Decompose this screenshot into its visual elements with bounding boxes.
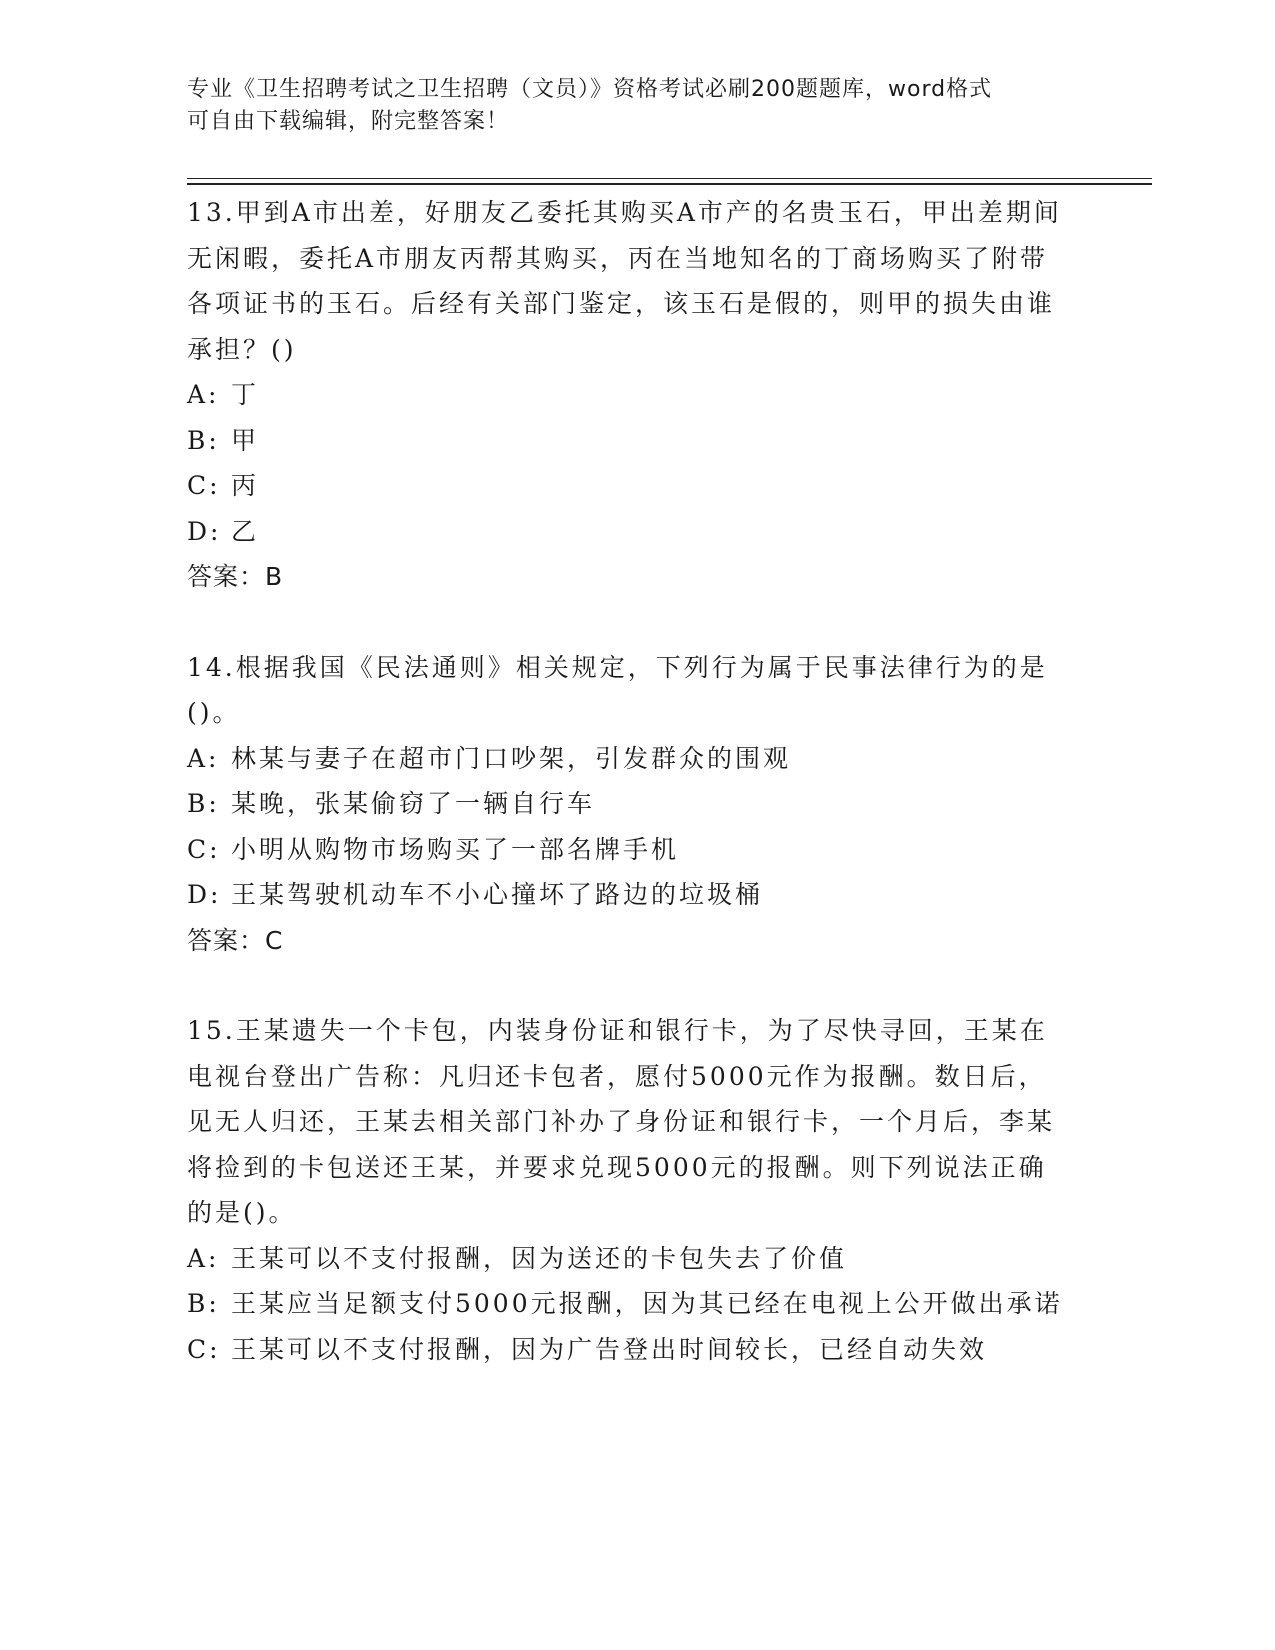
option-d: [187, 872, 1067, 918]
answer-label: 答案：C: [187, 925, 284, 955]
document-header: [187, 74, 1067, 138]
option-key: A:: [187, 1243, 220, 1273]
question-15: [187, 1008, 1067, 1372]
option-text: 丙: [231, 471, 260, 500]
option-a: [187, 736, 1067, 782]
option-key: A:: [187, 743, 220, 773]
answer-label: 答案：B: [187, 562, 284, 591]
question-14: [187, 645, 1067, 964]
option-key: D:: [187, 516, 222, 546]
option-key: C:: [187, 1334, 221, 1364]
option-c: [187, 463, 1067, 509]
option-text: 甲: [231, 425, 260, 455]
header-line-2: 可自由下载编辑，附完整答案！: [187, 109, 510, 134]
option-text: 林某与妻子在超市门口吵架，引发群众的围观: [231, 743, 792, 773]
question-spacer: [187, 963, 1067, 1008]
option-b: [187, 781, 1067, 827]
option-key: A:: [187, 380, 220, 409]
option-text: 王某可以不支付报酬，因为广告登出时间较长，已经自动失效: [231, 1334, 988, 1364]
option-b: [187, 418, 1067, 464]
question-list: [187, 190, 1067, 1372]
option-text: 丁: [231, 380, 260, 409]
option-a: [187, 1236, 1067, 1282]
question-text: 13.甲到A市出差，好朋友乙委托其购买A市产的名贵玉石，甲出差期间无闲暇，委托A市朋友丙帮其购买，丙在当地知名的丁商场购买了附带各项证书的玉石。后经有关部门鉴定，该玉石是假的，则甲的损失由谁承担？(): [187, 198, 1062, 364]
option-c: [187, 1327, 1067, 1373]
option-key: D:: [187, 880, 222, 909]
question-text: 14.根据我国《民法通则》相关规定，下列行为属于民事法律行为的是()。: [187, 652, 1048, 727]
option-b: [187, 1281, 1067, 1327]
option-key: B:: [187, 1289, 220, 1318]
header-divider-thin: [187, 178, 1152, 179]
option-d: [187, 509, 1067, 555]
question-13: [187, 190, 1067, 600]
option-text: 乙: [231, 516, 260, 546]
option-c: [187, 827, 1067, 873]
option-text: 小明从购物市场购买了一部名牌手机: [231, 834, 680, 864]
option-a: [187, 372, 1067, 418]
option-key: B:: [187, 789, 220, 818]
option-key: C:: [187, 834, 221, 864]
question-text: 15.王某遗失一个卡包，内装身份证和银行卡，为了尽快寻回，王某在电视台登出广告称：凡归还卡包者，愿付5000元作为报酬。数日后，见无人归还，王某去相关部门补办了身份证和银行卡，一个月后，李某将捡到的卡包送还王某，并要求兑现5000元的报酬。则下列说法正确的是()。: [187, 1016, 1056, 1227]
question-spacer: [187, 600, 1067, 645]
option-text: 王某驾驶机动车不小心撞坏了路边的垃圾桶: [231, 880, 764, 909]
option-key: C:: [187, 471, 221, 500]
option-key: B:: [187, 425, 220, 455]
option-text: 王某应当足额支付5000元报酬，因为其已经在电视上公开做出承诺: [231, 1289, 1063, 1318]
header-line-1: 专业《卫生招聘考试之卫生招聘（文员）》资格考试必刷200题题库，word格式: [187, 77, 993, 102]
option-text: 王某可以不支付报酬，因为送还的卡包失去了价值: [231, 1243, 848, 1273]
header-divider-thick: [187, 183, 1152, 185]
option-text: 某晚，张某偷窃了一辆自行车: [231, 789, 596, 818]
